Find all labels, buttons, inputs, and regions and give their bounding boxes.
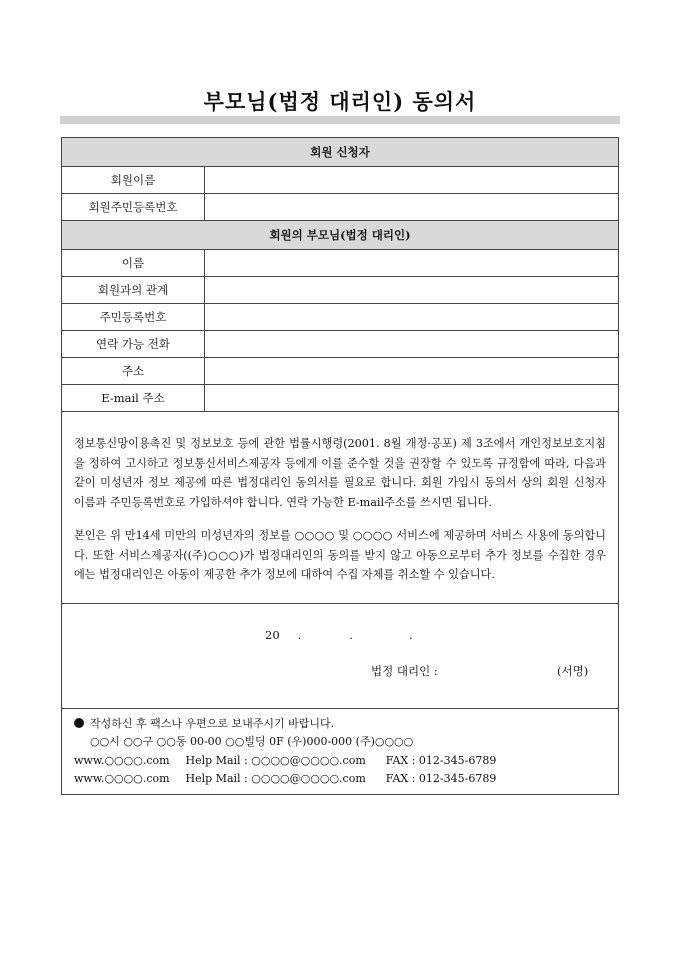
guardian-id-number-field[interactable] — [205, 304, 618, 330]
fax-number: FAX : 012-345-6789 — [385, 772, 497, 785]
footer-info — [62, 709, 618, 794]
contact-line — [74, 770, 606, 789]
consent-form — [61, 137, 619, 795]
date-line[interactable] — [265, 628, 413, 642]
help-mail[interactable]: Help Mail : ○○○○@○○○○.com — [185, 772, 366, 785]
title-underline-bar — [60, 116, 620, 124]
website-link[interactable]: www.○○○○.com — [74, 772, 170, 785]
form-row-email — [62, 385, 618, 412]
field-label: 주소 — [62, 358, 205, 384]
company-address: ○○시 ○○구 ○○동 00-00 ○○빌딩 0F (우)000-000 (주)○○○○ — [90, 735, 414, 748]
form-row-member-id-number — [62, 194, 618, 221]
form-row-address — [62, 358, 618, 385]
form-row-member-name — [62, 167, 618, 194]
contact-line — [74, 752, 606, 771]
year-prefix: 20 — [265, 627, 280, 642]
applicant-section-header: 회원 신청자 — [62, 138, 618, 167]
signature-block — [62, 604, 618, 709]
signature-field[interactable]: (서명) — [557, 663, 589, 678]
consent-paragraph-law: 정보통신망이용촉진 및 정보보호 등에 관한 법률시행령(2001. 8월 개정·공포) 제 3조에서 개인정보보호지침을 정하여 고시하고 정보통신서비스제공자 등에게 이를 준수할 것을 권장할 수 있도록 규정함에 따라, 다음과 같이 미성년자 정보 제공에 따른 법정대리인 동의서를 필요로 합니다. 회원 가입시 동의서 상의 회원 신청자 이름과 주민등록번호로 가입하셔야 합니다. 연락 가능한 E-mail주소를 쓰시면 됩니다. — [74, 437, 606, 509]
field-label: 주민등록번호 — [62, 304, 205, 330]
form-row-guardian-id-number — [62, 304, 618, 331]
consent-text — [62, 412, 618, 604]
document-title: 부모님(법정 대리인) 동의서 — [203, 89, 477, 114]
field-label: 회원주민등록번호 — [62, 194, 205, 220]
date-separator: . — [297, 627, 302, 642]
legal-representative-label: 법정 대리인 : — [371, 663, 438, 678]
relationship-field[interactable] — [205, 277, 618, 303]
fax-number: FAX : 012-345-6789 — [385, 753, 497, 767]
form-row-relationship — [62, 277, 618, 304]
member-name-field[interactable] — [205, 167, 618, 193]
field-label: 회원이름 — [62, 167, 205, 193]
date-separator: . — [349, 627, 353, 642]
member-id-number-field[interactable] — [205, 194, 618, 220]
website-link[interactable]: www.○○○○.com — [74, 753, 170, 767]
guardian-name-field[interactable] — [205, 250, 618, 276]
email-field[interactable] — [205, 385, 618, 411]
field-label: 이름 — [62, 250, 205, 276]
field-label: 회원과의 관계 — [62, 277, 205, 303]
phone-field[interactable] — [205, 331, 618, 357]
date-separator: . — [408, 627, 413, 642]
submission-notice — [74, 715, 606, 734]
consent-paragraph-agreement: 본인은 위 만14세 미만의 미성년자의 정보를 ○○○○ 및 ○○○○ 서비스에 제공하며 서비스 사용에 동의합니다. 또한 서비스제공자((주)○○○)가 법정대리인의 동의를 받지 않고 아동으로부터 추가 정보를 수집한 경우에는 법정대리인은 아동이 제공한 추가 정보에 대하여 수집 자체를 취소할 수 있습니다. — [74, 529, 606, 581]
form-row-guardian-name — [62, 250, 618, 277]
help-mail[interactable]: Help Mail : ○○○○@○○○○.com — [185, 753, 366, 767]
form-row-phone — [62, 331, 618, 358]
guardian-section-header: 회원의 부모님(법정 대리인) — [62, 221, 618, 250]
notice-text: 작성하신 후 팩스나 우편으로 보내주시기 바랍니다. — [90, 716, 335, 730]
address-field[interactable] — [205, 358, 618, 384]
field-label: E-mail 주소 — [62, 385, 205, 411]
bullet-icon — [74, 718, 84, 728]
field-label: 연락 가능 전화 — [62, 331, 205, 357]
